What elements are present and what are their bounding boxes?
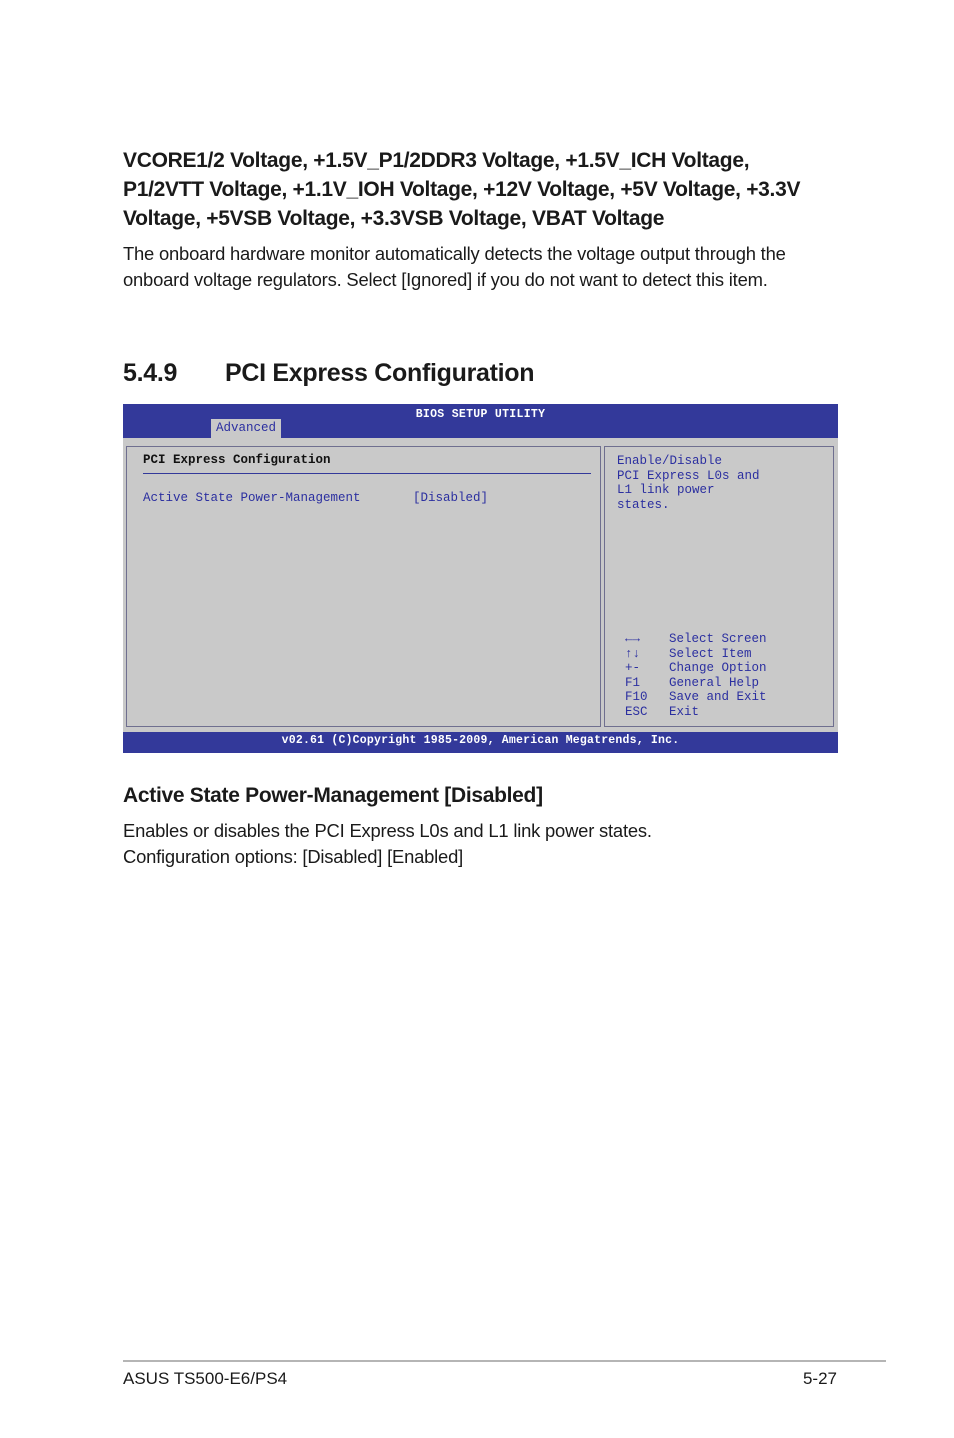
subsection-description — [123, 818, 833, 870]
section-number: 5.4.9 — [123, 359, 178, 387]
subsection-line: Enables or disables the PCI Express L0s and L1 link power states. — [123, 820, 652, 841]
key-row — [625, 676, 767, 691]
key-row — [625, 705, 767, 720]
bios-footer: v02.61 (C)Copyright 1985-2009, American Megatrends, Inc. — [123, 732, 838, 753]
section-title-text: PCI Express Configuration — [225, 359, 535, 387]
key-legend — [625, 632, 767, 719]
footer-product: ASUS TS500-E6/PS4 — [123, 1369, 288, 1388]
setting-active-state-pm[interactable]: Active State Power-Management — [143, 491, 361, 505]
bios-help-panel — [604, 446, 834, 727]
key-action: Select Screen — [669, 632, 767, 646]
subsection-line: Configuration options: [Disabled] [Enabled] — [123, 846, 464, 867]
key-action: Change Option — [669, 661, 767, 675]
help-line: Enable/Disable — [617, 454, 723, 468]
bios-screenshot — [123, 404, 838, 753]
help-line: PCI Express L0s and — [617, 468, 760, 483]
help-line: L1 link power — [617, 483, 715, 498]
footer-divider — [123, 1360, 886, 1362]
key-row — [625, 647, 767, 662]
tab-advanced[interactable]: Advanced — [211, 419, 281, 438]
footer-page-number: 5-27 — [802, 1369, 837, 1388]
key-action: Exit — [669, 704, 700, 719]
key-label: ESC — [625, 704, 648, 719]
key-label: +- — [625, 661, 641, 675]
help-text — [617, 454, 827, 512]
key-row — [625, 661, 767, 676]
key-label: F10 — [625, 690, 648, 704]
setting-active-state-pm-value[interactable]: [Disabled] — [413, 491, 489, 505]
key-action: Save and Exit — [669, 690, 767, 704]
bios-title: BIOS SETUP UTILITY — [415, 408, 546, 421]
section-title — [123, 358, 534, 388]
key-action: Select Item — [669, 646, 752, 661]
key-row — [625, 690, 767, 705]
left-right-arrows-icon: ←→ — [625, 632, 641, 646]
voltage-description: The onboard hardware monitor automatically detects the voltage output through the onboard voltage regulators. Select [Ignored] if you do not want to detect this item. — [123, 243, 786, 290]
up-down-arrows-icon: ↑↓ — [625, 646, 641, 661]
key-row — [625, 632, 767, 647]
key-label: F1 — [625, 675, 641, 690]
voltage-heading: VCORE1/2 Voltage, +1.5V_P1/2DDR3 Voltage, +1.5V_ICH Voltage, P1/2VTT Voltage, +1.1V_IOH Voltage, +12V Voltage, +5V Voltage, +3.3V Voltage, +5VSB Voltage, +3.3VSB Voltage, VBAT Voltage — [123, 149, 801, 230]
bios-header — [123, 404, 838, 438]
help-line: states. — [617, 497, 670, 512]
subsection-title: Active State Power-Management [Disabled] — [123, 784, 543, 807]
panel-title: PCI Express Configuration — [143, 453, 331, 467]
key-action: General Help — [669, 675, 760, 690]
panel-divider — [143, 473, 591, 474]
bios-settings-panel — [126, 446, 601, 727]
